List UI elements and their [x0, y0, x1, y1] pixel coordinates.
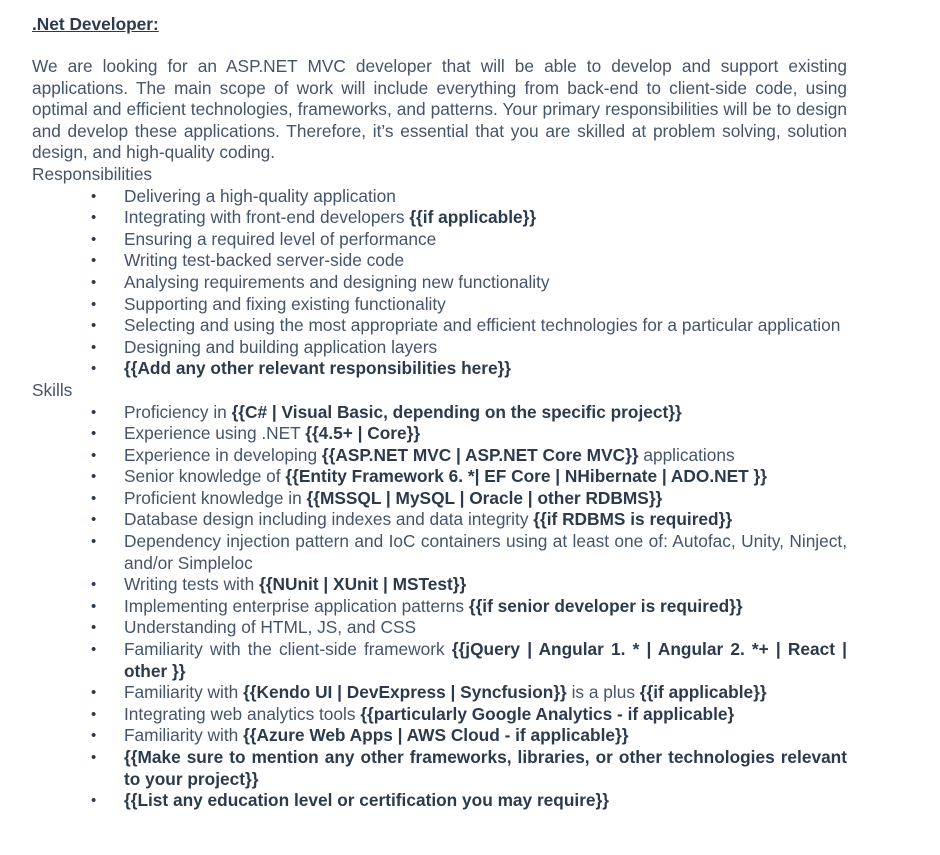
item-text: Experience in developing	[124, 444, 322, 465]
item-text: Ensuring a required level of performance	[124, 228, 437, 249]
item-text: Writing tests with	[124, 574, 260, 595]
skill-item	[32, 531, 847, 574]
item-text: Implementing enterprise application patterns	[124, 595, 469, 616]
skill-item	[32, 509, 847, 531]
placeholder-text: {{ASP.NET MVC | ASP.NET Core MVC}}	[321, 444, 639, 465]
bullet-icon: •	[91, 425, 97, 443]
item-text: Database design including indexes and data integrity	[124, 509, 534, 530]
item-text: Proficiency in	[124, 401, 232, 422]
bullet-icon: •	[91, 705, 97, 723]
placeholder-text: {{jQuery | Angular 1. * | Angular 2. *+ | React | other }}	[124, 639, 848, 681]
bullet-icon: •	[91, 446, 97, 464]
bullet-icon: •	[91, 187, 97, 205]
placeholder-text: {{4.5+ | Core}}	[305, 423, 421, 444]
bullet-icon: •	[91, 317, 97, 335]
placeholder-text: {{particularly Google Analytics - if applicable}	[360, 703, 735, 724]
skill-item	[32, 445, 847, 467]
bullet-icon: •	[91, 273, 97, 291]
responsibility-item	[32, 337, 847, 359]
bullet-icon: •	[91, 230, 97, 248]
item-text: Understanding of HTML, JS, and CSS	[124, 617, 417, 638]
bullet-icon: •	[91, 749, 97, 766]
item-text: applications	[638, 444, 735, 465]
item-text: Selecting and using the most appropriate and efficient technologies for a particular application	[124, 315, 841, 336]
bullet-icon: •	[91, 468, 97, 486]
responsibility-item	[32, 358, 847, 380]
bullet-icon: •	[91, 597, 97, 615]
bullet-icon: •	[91, 252, 97, 270]
placeholder-text: {{Azure Web Apps | AWS Cloud - if applicable}}	[243, 725, 629, 746]
bullet-icon: •	[91, 338, 97, 356]
skill-item	[32, 639, 847, 682]
document-page	[32, 12, 847, 812]
placeholder-text: {{MSSQL | MySQL | Oracle | other RDBMS}}	[306, 487, 663, 508]
item-text: Designing and building application layers	[124, 336, 438, 357]
skill-item	[32, 423, 847, 445]
item-text: Delivering a high-quality application	[124, 185, 396, 206]
skill-item	[32, 704, 847, 726]
page-title: .Net Developer:	[32, 14, 159, 34]
responsibilities-list	[32, 186, 847, 380]
bullet-icon: •	[91, 641, 97, 659]
bullet-icon: •	[91, 792, 97, 810]
placeholder-text: {{NUnit | XUnit | MSTest}}	[259, 574, 467, 595]
bullet-icon: •	[91, 576, 97, 594]
skills-list	[32, 402, 847, 812]
placeholder-text: {{Kendo UI | DevExpress | Syncfusion}}	[243, 682, 567, 703]
bullet-icon: •	[91, 619, 97, 637]
bullet-icon: •	[91, 360, 97, 378]
placeholder-text: {{if RDBMS is required}}	[533, 509, 733, 530]
skill-item	[32, 488, 847, 510]
item-text: Senior knowledge of	[124, 466, 286, 487]
item-text: is a plus	[566, 682, 640, 703]
bullet-icon: •	[91, 295, 97, 313]
skills-heading: Skills	[32, 379, 73, 400]
item-text: Familiarity with	[124, 725, 244, 746]
skill-item	[32, 617, 847, 639]
skill-item	[32, 596, 847, 618]
item-text: Integrating with front-end developers	[124, 207, 410, 228]
bullet-icon: •	[91, 489, 97, 507]
responsibility-item	[32, 186, 847, 208]
skill-item	[32, 574, 847, 596]
responsibility-item	[32, 229, 847, 251]
item-text: Dependency injection pattern and IoC containers using at least one of: Autofac, Unity, Ninject, and/or Simpleloc	[124, 531, 847, 573]
item-text: Experience using .NET	[124, 423, 306, 444]
placeholder-text: {{Make sure to mention any other frameworks, libraries, or other technologies relevant to your project}}	[124, 747, 847, 789]
responsibilities-heading: Responsibilities	[32, 163, 153, 184]
bullet-icon: •	[91, 684, 97, 702]
item-text: Integrating web analytics tools	[124, 703, 361, 724]
responsibility-item	[32, 272, 847, 294]
item-text: Familiarity with	[124, 682, 244, 703]
item-text: Analysing requirements and designing new functionality	[124, 271, 550, 292]
placeholder-text: {{Entity Framework 6. *| EF Core | NHibernate | ADO.NET }}	[285, 466, 767, 487]
placeholder-text: {{List any education level or certification you may require}}	[124, 790, 609, 811]
skill-item	[32, 790, 847, 812]
skill-item	[32, 466, 847, 488]
bullet-icon: •	[91, 533, 97, 551]
placeholder-text: {{Add any other relevant responsibilities here}}	[124, 358, 512, 379]
bullet-icon: •	[91, 403, 97, 421]
skill-item	[32, 682, 847, 704]
item-text: Proficient knowledge in	[124, 487, 307, 508]
placeholder-text: {{if applicable}}	[639, 682, 767, 703]
placeholder-text: {{if applicable}}	[409, 207, 537, 228]
bullet-icon: •	[91, 209, 97, 227]
bullet-icon: •	[91, 727, 97, 745]
placeholder-text: {{if senior developer is required}}	[468, 595, 743, 616]
responsibility-item	[32, 250, 847, 272]
intro-paragraph: We are looking for an ASP.NET MVC developer that will be able to develop and support existing applications. The main scope of work will include everything from back-end to client-side code, using optimal and efficient technologies, frameworks, and patterns. Your primary responsibilities will be to design and develop these applications. Therefore, it’s essential that you are skilled at problem solving, solution design, and high-quality coding.	[32, 56, 847, 163]
item-text: Supporting and fixing existing functionality	[124, 293, 446, 314]
responsibility-item	[32, 294, 847, 316]
placeholder-text: {{C# | Visual Basic, depending on the specific project}}	[231, 401, 682, 422]
responsibility-item	[32, 315, 847, 337]
bullet-icon: •	[91, 511, 97, 529]
responsibility-item	[32, 207, 847, 229]
skill-item	[32, 402, 847, 424]
skill-item	[32, 747, 847, 790]
item-text: Writing test-backed server-side code	[124, 250, 405, 271]
item-text: Familiarity with the client-side framework	[124, 639, 452, 660]
skill-item	[32, 725, 847, 747]
